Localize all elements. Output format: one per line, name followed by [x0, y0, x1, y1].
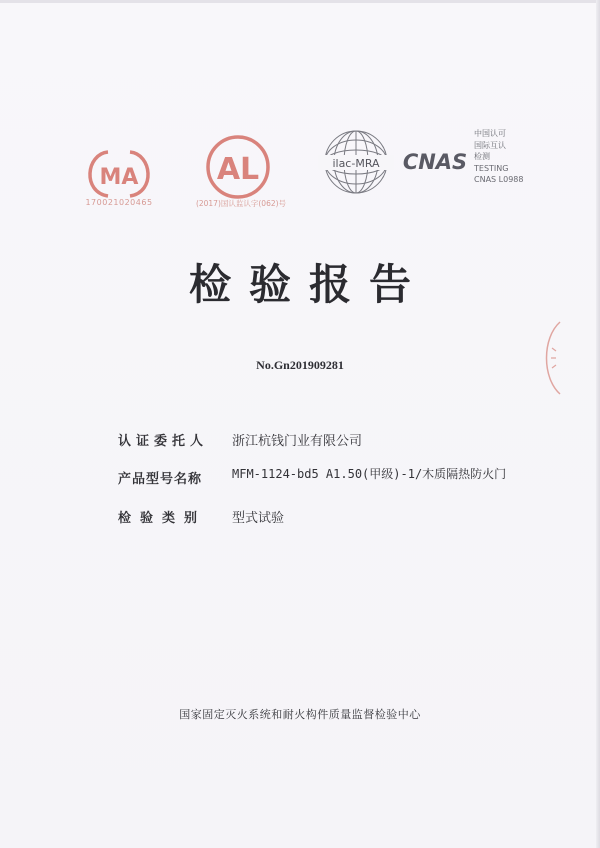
- field-label-test-type: 检验类别: [118, 511, 207, 526]
- scan-edge-top: [0, 0, 600, 3]
- cal-mark: AL: [216, 152, 260, 187]
- field-label-product: 产品型号名称: [118, 472, 203, 487]
- cnas-logo: [398, 140, 472, 180]
- cnas-line: 检测: [474, 152, 490, 161]
- cnas-mark: CNAS: [402, 150, 468, 174]
- cal-logo: [203, 134, 273, 204]
- field-value-test-type: 型式试验: [232, 511, 285, 526]
- cnas-line: TESTING: [474, 163, 509, 173]
- cma-number: 170021020465: [85, 198, 153, 207]
- cma-mark: MA: [99, 165, 139, 190]
- ilac-mark: ilac-MRA: [332, 157, 380, 170]
- cnas-line: 国际互认: [474, 140, 506, 150]
- cnas-accreditation-text: [474, 128, 546, 186]
- field-value-client: 浙江杭钱门业有限公司: [232, 434, 363, 449]
- cnas-line: CNAS L0988: [474, 175, 524, 184]
- ilac-mra-logo: [316, 128, 396, 198]
- field-label-client: 认证委托人: [118, 434, 209, 449]
- cal-number: (2017)国认监认字(062)号: [195, 199, 287, 208]
- partial-seal-stamp: [538, 318, 568, 398]
- field-value-product: MFM-1124-bd5 A1.50(甲级)-1/木质隔热防火门: [232, 467, 507, 481]
- report-number: No.Gn201909281: [256, 358, 344, 372]
- cnas-line: 中国认可: [474, 129, 506, 138]
- issuing-organization: 国家固定灭火系统和耐火构件质量监督检验中心: [179, 708, 421, 721]
- report-title: 检验报告: [188, 260, 429, 309]
